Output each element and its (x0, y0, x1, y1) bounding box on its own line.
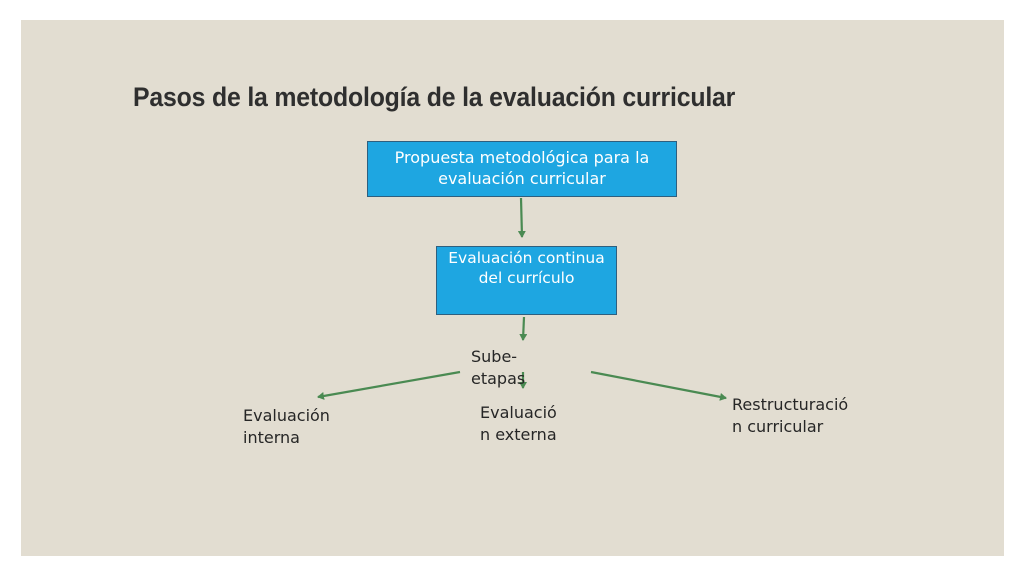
node-external-evaluation: Evaluació n externa (480, 403, 557, 445)
node-continuous-evaluation-label: Evaluación continua del currículo (448, 249, 605, 288)
node-continuous-evaluation (436, 246, 617, 315)
slide (21, 20, 1004, 556)
node-curricular-restructuring: Restructuració n curricular (732, 395, 849, 437)
arrow-root-to-continuous (521, 198, 522, 237)
arrow-substages-to-restructuring (591, 372, 726, 398)
arrow-continuous-to-substages (523, 317, 524, 340)
slide-title: Pasos de la metodología de la evaluación curricular (133, 82, 736, 112)
arrow-substages-to-internal (318, 372, 460, 397)
node-methodological-proposal-label: Propuesta metodológica para la evaluación curricular (394, 148, 650, 188)
node-substages: Sube- etapas (471, 347, 526, 389)
node-methodological-proposal (367, 141, 677, 197)
node-internal-evaluation: Evaluación interna (243, 406, 330, 448)
